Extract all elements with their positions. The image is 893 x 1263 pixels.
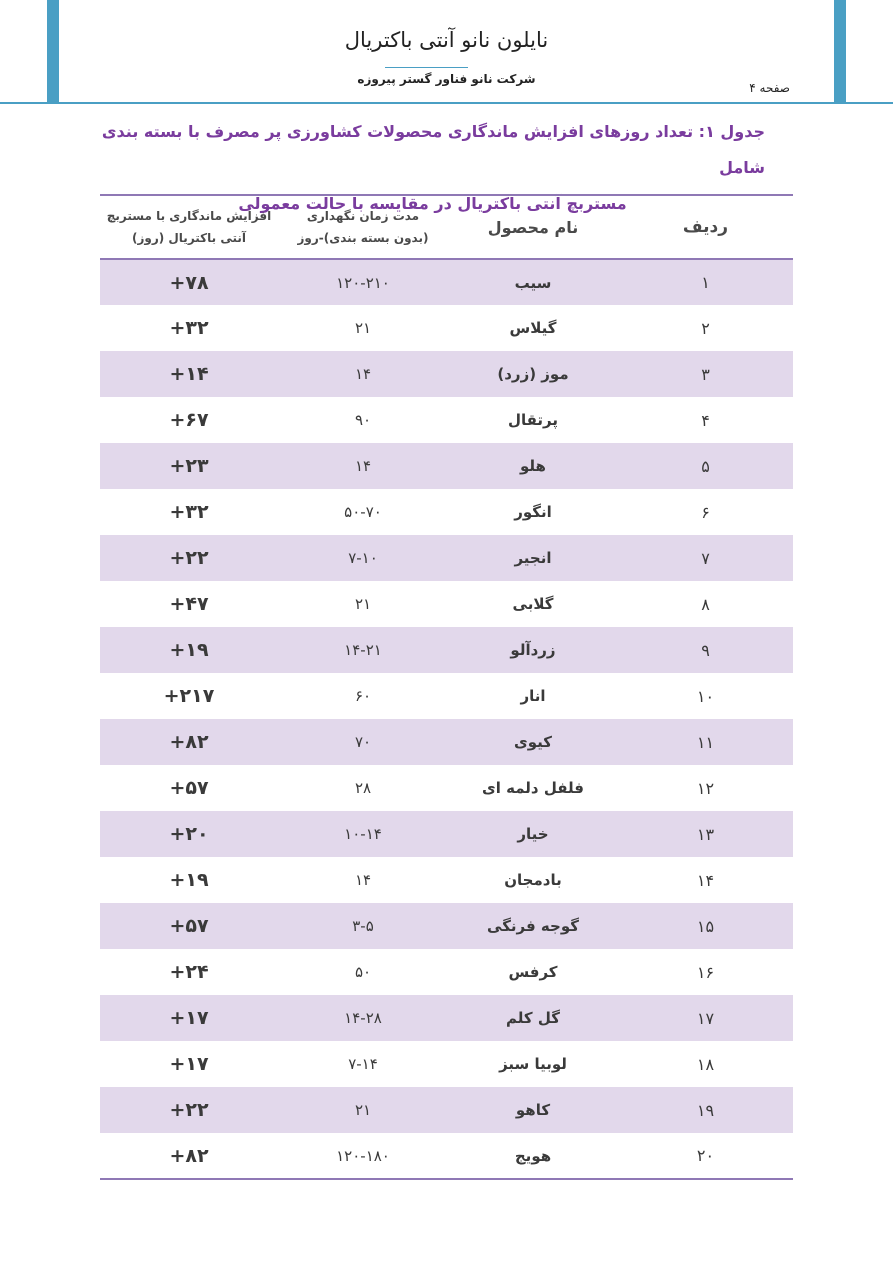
table-row — [100, 903, 793, 949]
shelf-life-increase-cell: +۱۴ — [169, 363, 209, 385]
row-number-cell: ۱۵ — [696, 916, 715, 936]
row-number-cell: ۱۹ — [696, 1100, 715, 1120]
shelf-life-increase-cell: +۵۷ — [169, 915, 209, 937]
storage-duration-cell: ۱۲۰-۲۱۰ — [336, 273, 390, 292]
row-number-cell: ۵ — [701, 456, 710, 476]
table-header-row — [100, 195, 793, 259]
product-name-cell: گل کلم — [506, 1009, 560, 1027]
product-name-cell: هلو — [520, 457, 546, 475]
storage-duration-cell: ۷-۱۰ — [348, 549, 378, 567]
company-name: شرکت نانو فناور گستر پیروزه — [357, 72, 536, 86]
table-row — [100, 489, 793, 535]
table-row — [100, 673, 793, 719]
table-row — [100, 857, 793, 903]
row-number-cell: ۱۴ — [696, 870, 715, 890]
header-row-number: ردیف — [682, 217, 729, 237]
shelf-life-increase-cell: +۶۷ — [169, 409, 209, 431]
product-name-cell: فلفل دلمه ای — [482, 779, 584, 797]
shelf-life-increase-cell: +۲۲ — [169, 547, 209, 569]
row-number-cell: ۸ — [701, 594, 710, 614]
header-divider — [0, 102, 893, 104]
product-name-cell: هویج — [514, 1146, 552, 1165]
product-name-cell: لوبیا سبز — [499, 1055, 567, 1073]
title-underline — [385, 67, 468, 68]
table-row — [100, 995, 793, 1041]
shelf-life-increase-cell: +۴۷ — [169, 593, 209, 615]
shelf-life-increase-cell: +۲۴ — [169, 961, 209, 983]
table-row — [100, 949, 793, 995]
header-increase-line-1: افزایش ماندگاری با مستربچ — [106, 209, 272, 223]
storage-duration-cell: ۵۰ — [354, 963, 372, 981]
storage-duration-cell: ۲۱ — [354, 1101, 372, 1119]
storage-duration-cell: ۹۰ — [354, 411, 372, 429]
storage-duration-cell: ۱۴-۲۸ — [344, 1009, 382, 1027]
shelf-life-increase-cell: +۲۲ — [169, 1099, 209, 1121]
product-name-cell: کاهو — [515, 1101, 551, 1119]
product-name-cell: گلابی — [512, 595, 554, 613]
shelf-life-increase-cell: +۱۹ — [169, 639, 209, 661]
product-name-cell: بادمجان — [504, 871, 562, 889]
table-row — [100, 443, 793, 489]
table-row — [100, 765, 793, 811]
row-number-cell: ۶ — [701, 502, 710, 522]
table-row — [100, 1041, 793, 1087]
storage-duration-cell: ۷-۱۴ — [348, 1055, 378, 1073]
table-row — [100, 259, 793, 305]
row-number-cell: ۱۱ — [696, 732, 715, 752]
product-name-cell: زردآلو — [510, 641, 556, 659]
table-row — [100, 1087, 793, 1133]
row-number-cell: ۱۲ — [696, 778, 715, 798]
row-number-cell: ۷ — [701, 548, 710, 568]
table-row — [100, 397, 793, 443]
storage-duration-cell: ۲۱ — [354, 595, 372, 613]
caption-line-1: جدول ۱: تعداد روزهای افزایش ماندگاری محصولات کشاورزی پر مصرف با بسته بندی شامل — [101, 122, 765, 177]
shelf-life-increase-cell: +۲۳ — [169, 455, 209, 477]
storage-duration-cell: ۳-۵ — [352, 917, 374, 935]
product-name-cell: گوجه فرنگی — [487, 917, 579, 935]
shelf-life-increase-cell: +۱۷ — [169, 1007, 209, 1029]
storage-duration-cell: ۱۴ — [354, 871, 372, 889]
storage-duration-cell: ۱۰-۱۴ — [344, 825, 382, 843]
row-number-cell: ۱۶ — [696, 962, 715, 982]
product-name-cell: گیلاس — [509, 319, 557, 337]
table-row — [100, 627, 793, 673]
shelf-life-increase-cell: +۸۲ — [169, 1144, 209, 1167]
product-name-cell: پرتقال — [507, 411, 559, 429]
page-number: صفحه ۴ — [749, 81, 790, 95]
product-name-cell: خیار — [517, 825, 549, 843]
shelf-life-increase-cell: +۷۸ — [169, 271, 209, 294]
product-name-cell: انجیر — [514, 549, 552, 567]
storage-duration-cell: ۶۰ — [354, 687, 372, 705]
product-name-cell: انگور — [514, 503, 552, 521]
storage-duration-cell: ۱۴-۲۱ — [344, 641, 382, 659]
shelf-life-increase-cell: +۳۲ — [169, 317, 209, 339]
table-row — [100, 719, 793, 765]
table-row — [100, 535, 793, 581]
shelf-life-table — [100, 194, 793, 1180]
header-storage-line-2: (بدون بسته بندی)-روز — [297, 231, 429, 245]
row-number-cell: ۱۷ — [696, 1008, 715, 1028]
shelf-life-increase-cell: +۱۷ — [169, 1053, 209, 1075]
header-storage-line-1: مدت زمان نگهداری — [306, 209, 420, 223]
storage-duration-cell: ۷۰ — [354, 733, 372, 751]
product-name-cell: موز (زرد) — [497, 365, 569, 383]
storage-duration-cell: ۲۸ — [354, 779, 372, 797]
storage-duration-cell: ۵۰-۷۰ — [344, 503, 382, 521]
row-number-cell: ۱۰ — [696, 686, 715, 706]
document-title: نایلون نانو آنتی باکتریال — [344, 28, 549, 52]
header-shelf-life-increase — [100, 195, 278, 259]
row-number-cell: ۹ — [701, 640, 710, 660]
row-number-cell: ۲ — [701, 318, 710, 338]
product-name-cell: کیوی — [514, 733, 552, 751]
header-product-name: نام محصول — [487, 217, 579, 237]
table-row — [100, 1133, 793, 1179]
shelf-life-increase-cell: +۱۹ — [169, 869, 209, 891]
row-number-cell: ۳ — [701, 364, 710, 384]
product-name-cell: انار — [520, 687, 546, 705]
table-row — [100, 305, 793, 351]
storage-duration-cell: ۱۴ — [354, 365, 372, 383]
table-row — [100, 811, 793, 857]
row-number-cell: ۱۳ — [696, 824, 715, 844]
row-number-cell: ۴ — [701, 410, 710, 430]
caption-line-2: مستربچ آنتی باکتریال در مقایسه با حالت معمولی — [238, 194, 627, 213]
header-storage-duration — [278, 195, 448, 259]
row-number-cell: ۱ — [701, 273, 710, 292]
product-name-cell: سیب — [514, 273, 552, 292]
shelf-life-increase-cell: +۲۱۷ — [163, 685, 215, 707]
header-increase-line-2: آنتی باکتریال (روز) — [131, 231, 247, 245]
row-number-cell: ۱۸ — [696, 1054, 715, 1074]
storage-duration-cell: ۱۴ — [354, 457, 372, 475]
storage-duration-cell: ۱۲۰-۱۸۰ — [336, 1146, 390, 1165]
shelf-life-increase-cell: +۲۰ — [169, 823, 209, 845]
shelf-life-increase-cell: +۳۲ — [169, 501, 209, 523]
product-name-cell: کرفس — [508, 963, 558, 981]
row-number-cell: ۲۰ — [696, 1146, 715, 1165]
shelf-life-increase-cell: +۵۷ — [169, 777, 209, 799]
table-row — [100, 581, 793, 627]
table-row — [100, 351, 793, 397]
shelf-life-increase-cell: +۸۲ — [169, 731, 209, 753]
storage-duration-cell: ۲۱ — [354, 319, 372, 337]
